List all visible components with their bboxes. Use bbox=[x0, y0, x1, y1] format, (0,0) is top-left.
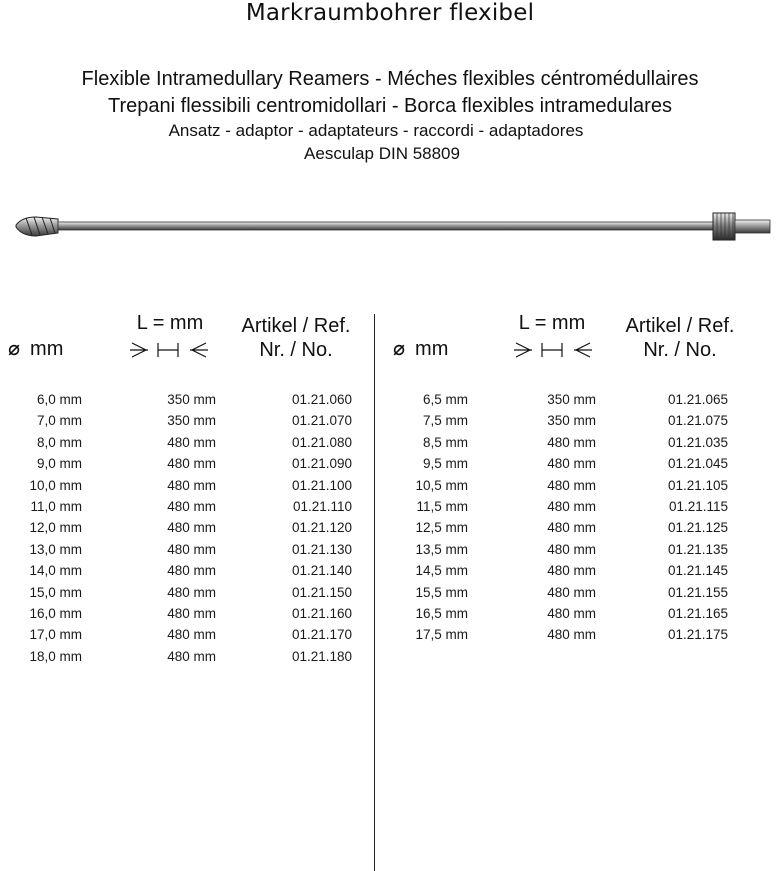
article-number-cell: 01.21.100 bbox=[291, 478, 352, 493]
length-cell: 350 mm bbox=[547, 413, 596, 428]
article-number-cell: 01.21.075 bbox=[667, 413, 728, 428]
diameter-cell: 17,0 mm bbox=[29, 627, 82, 642]
length-cell: 480 mm bbox=[547, 435, 596, 450]
article-number-cell: 01.21.035 bbox=[667, 435, 728, 450]
diameter-unit-label: mm bbox=[415, 338, 449, 360]
length-cell: 480 mm bbox=[547, 456, 596, 471]
diameter-cell: 14,0 mm bbox=[29, 563, 82, 578]
length-cell: 350 mm bbox=[167, 392, 216, 407]
diameter-cell: 10,0 mm bbox=[29, 478, 82, 493]
diameter-cell: 9,5 mm bbox=[422, 456, 468, 471]
diameter-cell: 9,0 mm bbox=[36, 456, 82, 471]
article-number-cell: 01.21.065 bbox=[667, 392, 728, 407]
column-divider bbox=[374, 314, 375, 871]
diameter-cell: 7,5 mm bbox=[422, 413, 468, 428]
length-cell: 480 mm bbox=[167, 456, 216, 471]
length-header-right: L = mm bbox=[518, 312, 586, 334]
diameter-header-left bbox=[8, 336, 63, 361]
article-number-cell: 01.21.130 bbox=[291, 542, 352, 557]
article-number-cell: 01.21.060 bbox=[291, 392, 352, 407]
diameter-cell: 6,5 mm bbox=[422, 392, 468, 407]
article-header-line2: Nr. / No. bbox=[643, 339, 717, 361]
length-cell: 480 mm bbox=[167, 542, 216, 557]
length-cell: 480 mm bbox=[547, 563, 596, 578]
diameter-cell: 7,0 mm bbox=[36, 413, 82, 428]
length-cell: 480 mm bbox=[547, 606, 596, 621]
diameter-cell: 12,5 mm bbox=[415, 520, 468, 535]
diameter-cell: 10,5 mm bbox=[415, 478, 468, 493]
article-number-cell: 01.21.080 bbox=[291, 435, 352, 450]
article-number-cell: 01.21.045 bbox=[667, 456, 728, 471]
diameter-cell: 6,0 mm bbox=[36, 392, 82, 407]
article-number-cell: 01.21.105 bbox=[667, 478, 728, 493]
length-cell: 480 mm bbox=[547, 627, 596, 642]
subtitle-line-4: Aesculap DIN 58809 bbox=[304, 144, 460, 163]
article-number-cell: 01.21.180 bbox=[291, 649, 352, 664]
diameter-cell: 14,5 mm bbox=[415, 563, 468, 578]
article-number-cell: 01.21.090 bbox=[291, 456, 352, 471]
length-cell: 480 mm bbox=[547, 478, 596, 493]
length-arrows-icon bbox=[130, 339, 208, 361]
article-number-cell: 01.21.110 bbox=[292, 499, 352, 514]
length-cell: 480 mm bbox=[547, 542, 596, 557]
length-cell: 480 mm bbox=[167, 563, 216, 578]
article-header-line2: Nr. / No. bbox=[259, 339, 333, 361]
diameter-cell: 15,5 mm bbox=[415, 585, 468, 600]
length-cell: 480 mm bbox=[167, 520, 216, 535]
length-cell: 480 mm bbox=[167, 478, 216, 493]
length-cell: 480 mm bbox=[167, 585, 216, 600]
diameter-icon: ⌀ bbox=[393, 338, 406, 360]
length-cell: 350 mm bbox=[547, 392, 596, 407]
diameter-cell: 12,0 mm bbox=[29, 520, 82, 535]
article-number-cell: 01.21.135 bbox=[667, 542, 728, 557]
diameter-unit-label: mm bbox=[30, 338, 64, 360]
diameter-cell: 18,0 mm bbox=[29, 649, 82, 664]
subtitle-line-3: Ansatz - adaptor - adaptateurs - raccordi - adaptadores bbox=[168, 121, 584, 140]
length-cell: 480 mm bbox=[167, 627, 216, 642]
length-cell: 350 mm bbox=[167, 413, 216, 428]
article-number-cell: 01.21.145 bbox=[667, 563, 728, 578]
diameter-cell: 11,5 mm bbox=[416, 499, 468, 514]
article-number-cell: 01.21.170 bbox=[291, 627, 352, 642]
length-cell: 480 mm bbox=[167, 606, 216, 621]
article-number-cell: 01.21.140 bbox=[291, 563, 352, 578]
article-header-right bbox=[610, 314, 750, 362]
diameter-cell: 15,0 mm bbox=[29, 585, 82, 600]
diameter-cell: 13,0 mm bbox=[29, 542, 82, 557]
diameter-header-right bbox=[393, 336, 448, 361]
article-header-left bbox=[226, 314, 366, 362]
diameter-cell: 8,0 mm bbox=[36, 435, 82, 450]
diameter-cell: 8,5 mm bbox=[422, 435, 468, 450]
length-cell: 480 mm bbox=[547, 499, 596, 514]
diameter-cell: 13,5 mm bbox=[415, 542, 468, 557]
subtitle-line-1: Flexible Intramedullary Reamers - Méches flexibles céntromédullaires bbox=[81, 68, 699, 90]
length-cell: 480 mm bbox=[167, 435, 216, 450]
article-number-cell: 01.21.070 bbox=[291, 413, 352, 428]
article-number-cell: 01.21.165 bbox=[667, 606, 728, 621]
article-number-cell: 01.21.160 bbox=[291, 606, 352, 621]
subtitle-line-2: Trepani flessibili centromidollari - Borca flexibles intramedulares bbox=[108, 95, 672, 117]
length-cell: 480 mm bbox=[547, 520, 596, 535]
article-number-cell: 01.21.125 bbox=[667, 520, 728, 535]
article-header-line1: Artikel / Ref. bbox=[625, 315, 735, 337]
page-title: Markraumbohrer flexibel bbox=[245, 0, 535, 26]
article-number-cell: 01.21.175 bbox=[667, 627, 728, 642]
diameter-cell: 16,5 mm bbox=[415, 606, 468, 621]
article-number-cell: 01.21.150 bbox=[291, 585, 352, 600]
length-arrows-icon bbox=[514, 339, 592, 361]
diameter-cell: 17,5 mm bbox=[415, 627, 468, 642]
reamer-illustration bbox=[14, 205, 774, 250]
article-number-cell: 01.21.120 bbox=[291, 520, 352, 535]
article-number-cell: 01.21.155 bbox=[667, 585, 728, 600]
diameter-cell: 16,0 mm bbox=[29, 606, 82, 621]
length-header-left: L = mm bbox=[136, 312, 204, 334]
length-cell: 480 mm bbox=[167, 499, 216, 514]
article-header-line1: Artikel / Ref. bbox=[241, 315, 351, 337]
article-number-cell: 01.21.115 bbox=[668, 499, 728, 514]
diameter-cell: 11,0 mm bbox=[30, 499, 82, 514]
length-cell: 480 mm bbox=[167, 649, 216, 664]
diameter-icon: ⌀ bbox=[8, 338, 21, 360]
length-cell: 480 mm bbox=[547, 585, 596, 600]
